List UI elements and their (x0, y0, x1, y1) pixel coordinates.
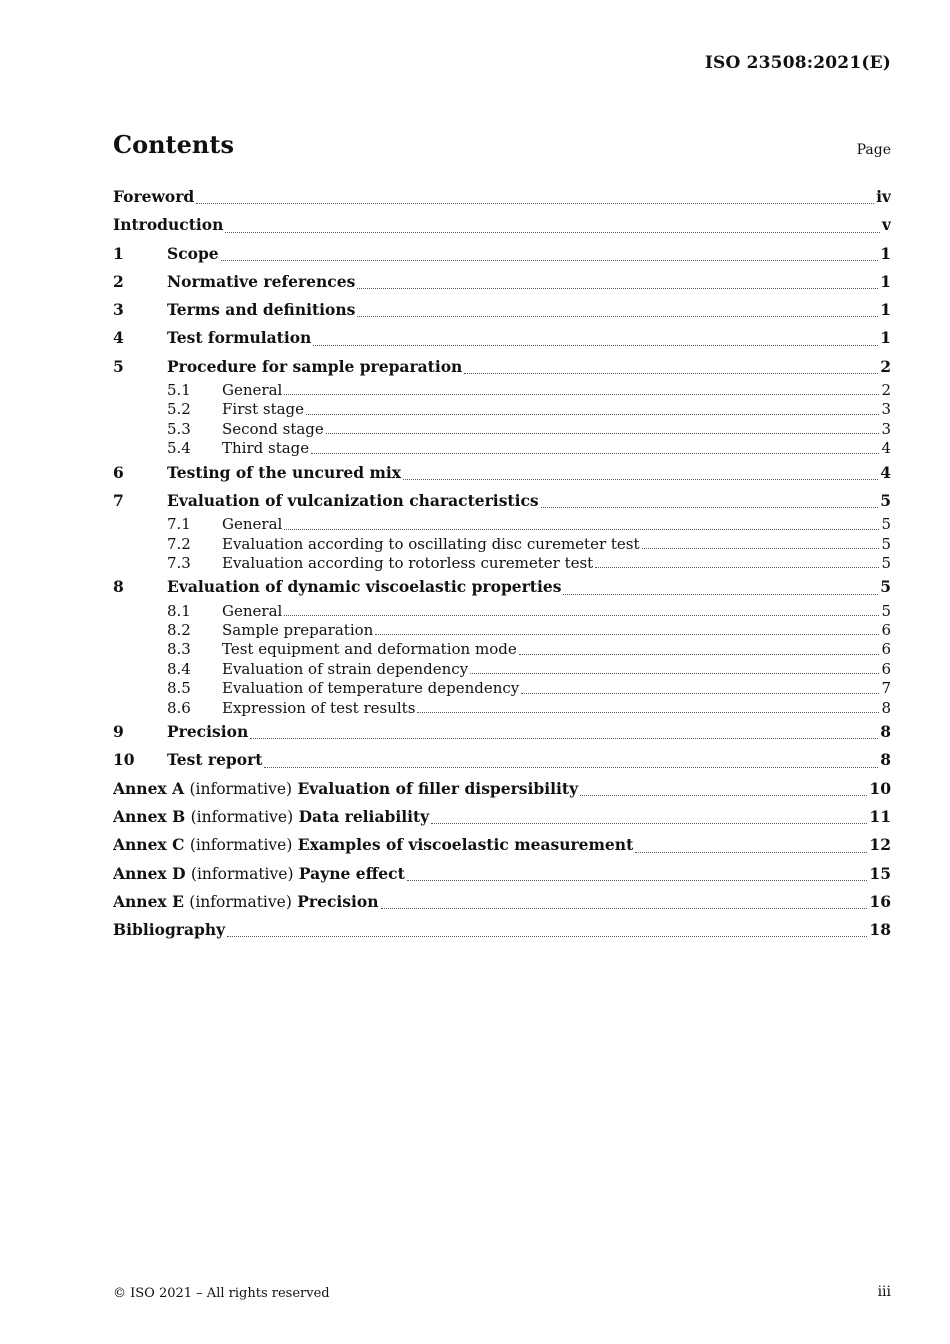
toc-entry-title: First stage (222, 400, 305, 419)
toc-entry-number: 2 (113, 271, 124, 291)
toc-entry-number: 8.6 (167, 698, 191, 717)
annex-label: Annex A (113, 778, 185, 798)
leader-dots (595, 566, 879, 568)
toc-entry-title: Bibliography (113, 920, 226, 940)
toc-entry-section-3[interactable] (113, 296, 891, 324)
toc-entry-page: 3 (881, 400, 891, 419)
toc-entry-number: 8.1 (167, 601, 191, 620)
toc-entry-subsection-8-6[interactable] (113, 699, 891, 718)
toc-entry-annex-c[interactable] (113, 831, 891, 859)
toc-entry-subsection-5-4[interactable] (113, 439, 891, 458)
toc-entry-number: 6 (113, 462, 124, 482)
toc-entry-section-8[interactable] (113, 573, 891, 601)
toc-entry-title: Data reliability (298, 806, 430, 826)
toc-entry-page: 3 (881, 419, 891, 438)
toc-entry-title: Payne effect (298, 863, 405, 883)
toc-entry-title: Test equipment and deformation mode (222, 640, 517, 659)
toc-entry-number: 5.1 (167, 381, 191, 400)
toc-entry-title: Procedure for sample preparation (167, 356, 463, 376)
leader-dots (357, 315, 878, 317)
toc-entry-number: 1 (113, 243, 124, 263)
toc-entry-title: Test report (167, 750, 263, 770)
toc-entry-page: 2 (880, 356, 891, 376)
toc-entry-number: 8.4 (167, 659, 191, 678)
toc-entry-subsection-7-3[interactable] (113, 554, 891, 573)
toc-entry-subsection-5-1[interactable] (113, 381, 891, 400)
toc-entry-title: Scope (167, 243, 219, 263)
toc-entry-title: Third stage (222, 439, 310, 458)
toc-entry-title: General (222, 601, 283, 620)
toc-entry-title: Precision (167, 722, 249, 742)
toc-entry-subsection-7-2[interactable] (113, 535, 891, 554)
page-number: iii (877, 1284, 891, 1300)
toc-entry-bibliography[interactable] (113, 916, 891, 944)
leader-dots (642, 547, 880, 549)
toc-entry-number: 8.2 (167, 621, 191, 640)
toc-entry-number: 9 (113, 722, 124, 742)
toc-entry-title: Terms and definitions (167, 300, 356, 320)
document-id-header: ISO 23508:2021(E) (704, 53, 891, 73)
toc-entry-subsection-8-5[interactable] (113, 679, 891, 698)
toc-entry-title: Second stage (222, 419, 324, 438)
leader-dots (403, 478, 878, 480)
toc-entry-number: 3 (113, 300, 124, 320)
toc-entry-title: Precision (297, 891, 379, 911)
toc-entry-page: 1 (880, 300, 891, 320)
toc-entry-page: 8 (880, 722, 891, 742)
toc-entry-section-7[interactable] (113, 487, 891, 515)
toc-entry-number: 7.2 (167, 534, 191, 553)
toc-entry-title: Testing of the uncured mix (167, 462, 402, 482)
toc-entry-section-6[interactable] (113, 459, 891, 487)
toc-entry-subsection-7-1[interactable] (113, 515, 891, 534)
toc-entry-page: 15 (869, 863, 891, 883)
toc-entry-section-9[interactable] (113, 718, 891, 746)
toc-entry-annex-e[interactable] (113, 888, 891, 916)
copyright-notice: © ISO 2021 – All rights reserved (113, 1286, 330, 1301)
leader-dots (563, 593, 878, 595)
toc-entry-page: 8 (881, 698, 891, 717)
leader-dots (417, 711, 879, 713)
annex-type: (informative) (190, 807, 294, 826)
leader-dots (284, 393, 879, 395)
leader-dots (284, 614, 879, 616)
toc-entry-page: 1 (880, 328, 891, 348)
annex-label: Annex E (113, 891, 184, 911)
leader-dots (306, 413, 879, 415)
toc-entry-subsection-8-2[interactable] (113, 621, 891, 640)
toc-entry-page: 12 (869, 835, 891, 855)
toc-entry-number: 8.3 (167, 640, 191, 659)
toc-entry-page: 5 (881, 515, 891, 534)
toc-entry-title: General (222, 381, 283, 400)
leader-dots (375, 633, 879, 635)
toc-entry-page: 4 (880, 462, 891, 482)
leader-dots (225, 231, 880, 233)
toc-entry-page: 1 (880, 243, 891, 263)
leader-dots (264, 766, 878, 768)
toc-entry-page: 8 (880, 750, 891, 770)
toc-entry-number: 5.3 (167, 419, 191, 438)
toc-entry-page: 18 (869, 920, 891, 940)
leader-dots (196, 202, 874, 204)
toc-entry-page: 6 (881, 659, 891, 678)
toc-entry-title: Evaluation of filler dispersibility (297, 778, 579, 798)
toc-entry-title: Evaluation of vulcanization characteristics (167, 490, 539, 510)
toc-entry-subsection-5-3[interactable] (113, 420, 891, 439)
toc-entry-title: Foreword (113, 187, 195, 206)
toc-entry-annex-a[interactable] (113, 775, 891, 803)
annex-type: (informative) (190, 864, 294, 883)
toc-entry-title: Evaluation of temperature dependency (222, 679, 520, 698)
toc-entry-title: Examples of viscoelastic measurement (297, 835, 634, 855)
toc-entry-section-4[interactable] (113, 324, 891, 352)
leader-dots (221, 259, 879, 261)
leader-dots (326, 432, 880, 434)
toc-entry-number: 8.5 (167, 679, 191, 698)
leader-dots (227, 935, 867, 937)
toc-entry-page: iv (876, 187, 891, 206)
toc-entry-section-1[interactable] (113, 240, 891, 268)
toc-entry-number: 10 (113, 750, 135, 770)
toc-entry-subsection-8-4[interactable] (113, 660, 891, 679)
toc-entry-title: Introduction (113, 215, 224, 235)
toc-entry-page: 11 (869, 806, 891, 826)
toc-entry-introduction[interactable] (113, 211, 891, 239)
page-column-label: Page (856, 142, 891, 158)
leader-dots (381, 907, 868, 909)
toc-entry-number: 5 (113, 356, 124, 376)
toc-entry-number: 5.2 (167, 400, 191, 419)
toc-entry-title: Sample preparation (222, 621, 374, 640)
toc-entry-title: Evaluation of strain dependency (222, 659, 469, 678)
annex-type: (informative) (189, 836, 293, 855)
toc-entry-page: 2 (881, 381, 891, 400)
toc-entry-number: 7.3 (167, 554, 191, 573)
leader-dots (580, 794, 867, 796)
annex-label: Annex B (113, 806, 186, 826)
toc-entry-number: 7.1 (167, 515, 191, 534)
toc-entry-page: 10 (869, 778, 891, 798)
page-title: Contents (113, 130, 234, 159)
leader-dots (431, 822, 867, 824)
toc-entry-section-10[interactable] (113, 746, 891, 774)
toc-entry-title: Test formulation (167, 328, 312, 348)
toc-entry-number: 5.4 (167, 439, 191, 458)
toc-entry-page: 6 (881, 640, 891, 659)
toc-entry-annex-d[interactable] (113, 860, 891, 888)
annex-label: Annex D (113, 863, 186, 883)
toc-entry-section-5[interactable] (113, 353, 891, 381)
toc-entry-page: v (881, 215, 891, 235)
annex-type: (informative) (189, 779, 293, 798)
toc-entry-title: Evaluation of dynamic viscoelastic properties (167, 577, 562, 597)
toc-entry-page: 1 (880, 271, 891, 291)
leader-dots (313, 344, 878, 346)
leader-dots (470, 672, 879, 674)
leader-dots (521, 692, 879, 694)
toc-entry-page: 5 (881, 554, 891, 573)
toc-entry-subsection-5-2[interactable] (113, 400, 891, 419)
annex-type: (informative) (189, 892, 292, 911)
toc-entry-title: General (222, 515, 283, 534)
leader-dots (407, 879, 868, 881)
toc-entry-subsection-8-1[interactable] (113, 602, 891, 621)
toc-entry-title: Evaluation according to rotorless curemeter test (222, 554, 594, 573)
toc-entry-number: 4 (113, 328, 124, 348)
toc-entry-page: 6 (881, 621, 891, 640)
toc-entry-section-2[interactable] (113, 268, 891, 296)
leader-dots (311, 452, 879, 454)
toc-entry-title: Evaluation according to oscillating disc curemeter test (222, 534, 640, 553)
leader-dots (635, 851, 867, 853)
table-of-contents (113, 183, 891, 944)
toc-entry-number: 7 (113, 490, 124, 510)
toc-entry-page: 5 (880, 490, 891, 510)
toc-entry-page: 7 (881, 679, 891, 698)
leader-dots (519, 653, 880, 655)
toc-entry-title: Expression of test results (222, 698, 416, 717)
toc-entry-page: 16 (869, 891, 891, 911)
leader-dots (464, 372, 878, 374)
annex-label: Annex C (113, 835, 185, 855)
leader-dots (357, 287, 878, 289)
toc-entry-page: 5 (880, 577, 891, 597)
toc-entry-page: 4 (881, 439, 891, 458)
toc-entry-page: 5 (881, 601, 891, 620)
toc-entry-foreword[interactable] (113, 183, 891, 211)
toc-entry-annex-b[interactable] (113, 803, 891, 831)
toc-entry-number: 8 (113, 577, 124, 597)
leader-dots (284, 528, 879, 530)
leader-dots (541, 506, 879, 508)
leader-dots (250, 737, 878, 739)
toc-entry-subsection-8-3[interactable] (113, 640, 891, 659)
toc-entry-title: Normative references (167, 271, 356, 291)
toc-entry-page: 5 (881, 534, 891, 553)
